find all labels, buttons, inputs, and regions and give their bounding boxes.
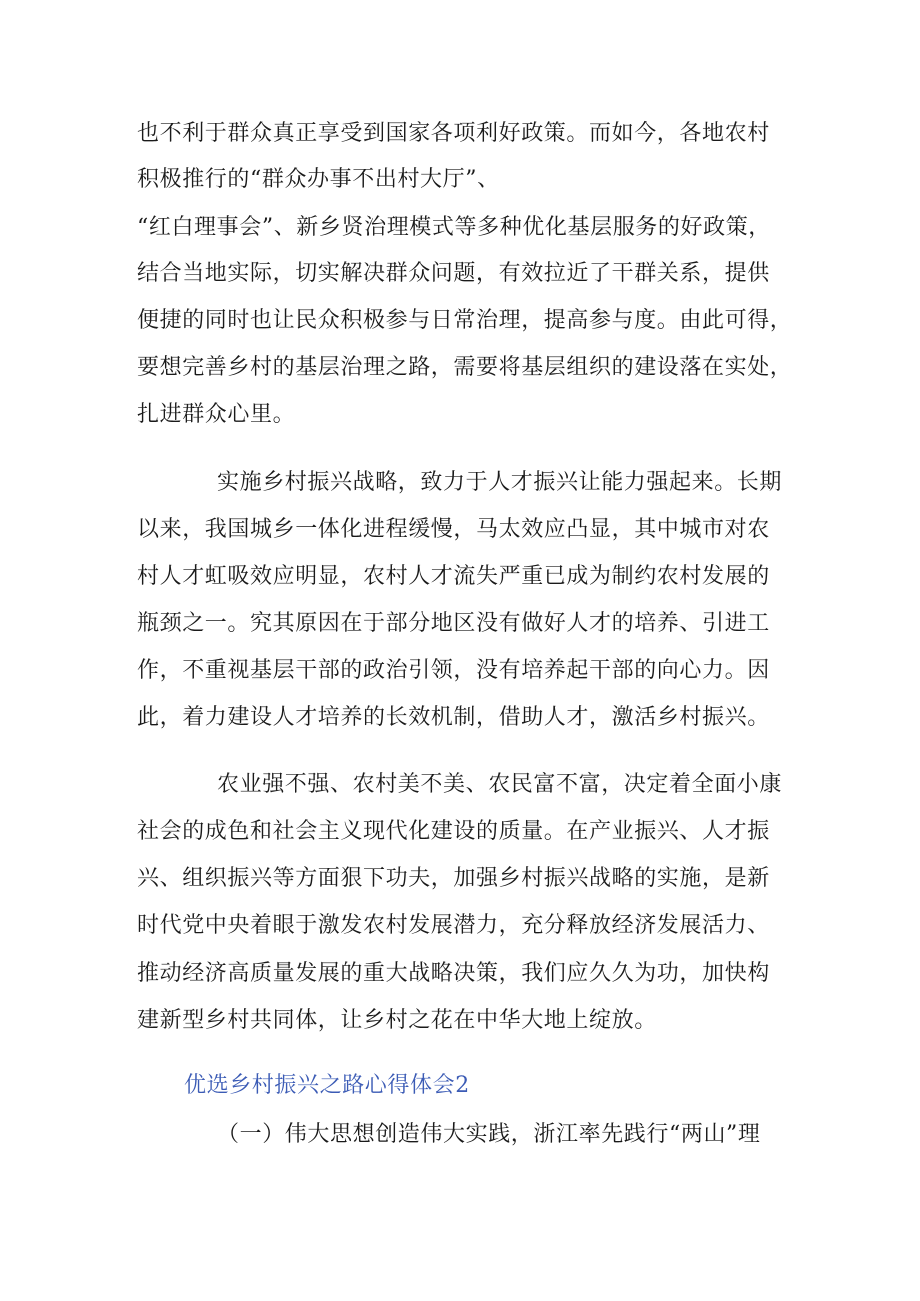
paragraph-1-line-6: 要想完善乡村的基层治理之路，需要将基层组织的建设落在实处，	[137, 355, 793, 380]
paragraph-2-line-1: 实施乡村振兴战略，致力于人才振兴让能力强起来。长期	[217, 470, 783, 495]
paragraph-2-line-6: 此，着力建设人才培养的长效机制，借助人才，激活乡村振兴。	[137, 705, 770, 730]
paragraph-2-line-2: 以来，我国城乡一体化进程缓慢，马太效应凸显，其中城市对农	[137, 517, 770, 542]
paragraph-2-line-4: 瓶颈之一。究其原因在于部分地区没有做好人才的培养、引进工	[137, 611, 770, 636]
paragraph-3-line-5: 推动经济高质量发展的重大战略决策，我们应久久为功，加快构	[137, 961, 770, 986]
paragraph-1-line-2: 积极推行的“群众办事不出村大厅”、	[137, 167, 500, 192]
paragraph-1-line-7: 扎进群众心里。	[137, 402, 296, 427]
paragraph-3-line-6: 建新型乡村共同体，让乡村之花在中华大地上绽放。	[137, 1008, 657, 1033]
paragraph-3-line-2: 社会的成色和社会主义现代化建设的质量。在产业振兴、人才振	[137, 819, 770, 844]
paragraph-2-line-3: 村人才虹吸效应明显，农村人才流失严重已成为制约农村发展的	[137, 564, 770, 589]
paragraph-1-line-5: 便捷的同时也让民众积极参与日常治理，提高参与度。由此可得，	[137, 308, 793, 333]
paragraph-1-line-3: “红白理事会”、新乡贤治理模式等多种优化基层服务的好政策，	[137, 215, 771, 240]
paragraph-1-line-4: 结合当地实际，切实解决群众问题，有效拉近了干群关系，提供	[137, 261, 770, 286]
paragraph-3-line-4: 时代党中央着眼于激发农村发展潜力，充分释放经济发展活力、	[137, 913, 770, 938]
paragraph-1-line-1: 也不利于群众真正享受到国家各项利好政策。而如今，各地农村	[137, 121, 770, 146]
paragraph-3-line-3: 兴、组织振兴等方面狠下功夫，加强乡村振兴战略的实施，是新	[137, 866, 770, 891]
paragraph-4-line-1: （一）伟大思想创造伟大实践，浙江率先践行“两山”理	[217, 1122, 761, 1147]
paragraph-3-line-1: 农业强不强、农村美不美、农民富不富，决定着全面小康	[217, 772, 783, 797]
paragraph-2-line-5: 作，不重视基层干部的政治引领，没有培养起干部的向心力。因	[137, 658, 770, 683]
section-heading: 优选乡村振兴之路心得体会2	[184, 1073, 470, 1098]
